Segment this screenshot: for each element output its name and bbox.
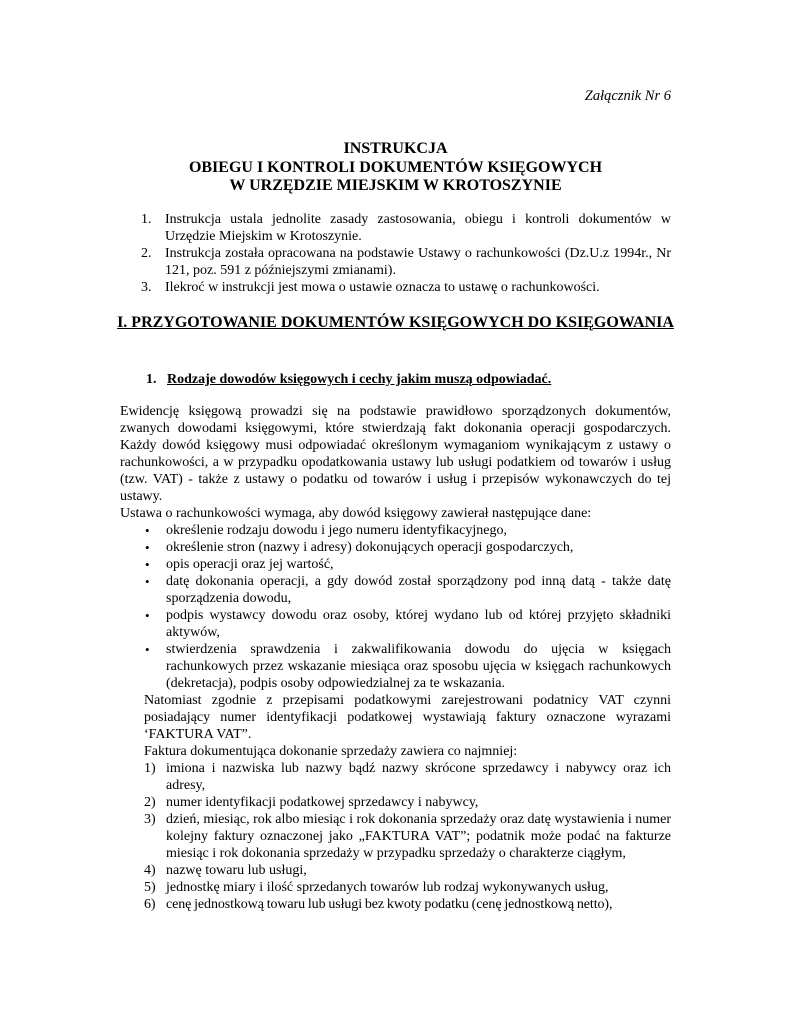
intro-item-number: 3. <box>141 280 152 295</box>
numbered-item <box>144 760 671 794</box>
paragraph: Faktura dokumentująca dokonanie sprzedaży zawiera co najmniej: <box>144 744 518 759</box>
intro-item-number: 2. <box>141 246 152 261</box>
intro-item-number: 1. <box>141 212 152 227</box>
bullet-item <box>144 607 671 641</box>
numbered-item <box>144 862 671 879</box>
numbered-item-text: jednostkę miary i ilość sprzedanych towarów lub rodzaj wykonywanych usług, <box>166 880 609 895</box>
bullet-icon: • <box>145 557 150 572</box>
bullet-list <box>120 522 671 692</box>
intro-item-text: Instrukcja została opracowana na podstawie Ustawy o rachunkowości (Dz.U.z 1994r., Nr 121, poz. 591 z późniejszymi zmianami). <box>165 246 671 278</box>
numbered-item-text: dzień, miesiąc, rok albo miesiąc i rok dokonania sprzedaży oraz datę wystawienia i numer kolejny faktury oznaczonej jako „FAKTURA VAT”; podatnik może podać na fakturze miesiąc i rok dokonania sprzedaży w przypadku sprzedaży o charakterze ciągłym, <box>166 812 671 861</box>
bullet-text: określenie stron (nazwy i adresy) dokonujących operacji gospodarczych, <box>166 540 574 555</box>
bullet-text: datę dokonania operacji, a gdy dowód został sporządzony pod inną datą - także datę sporządzenia dowodu, <box>166 574 671 606</box>
intro-item-text: Instrukcja ustala jednolite zasady zastosowania, obiegu i kontroli dokumentów w Urzędzie Miejskim w Krotoszynie. <box>165 212 671 244</box>
numbered-item-text: nazwę towaru lub usługi, <box>166 863 307 878</box>
numbered-item-number: 6) <box>144 897 156 912</box>
subsection-number: 1. <box>146 372 157 387</box>
numbered-item-text: imiona i nazwiska lub nazwy bądź nazwy skrócone sprzedawcy i nabywcy oraz ich adresy, <box>166 761 671 793</box>
numbered-item-number: 3) <box>144 812 156 827</box>
numbered-item <box>144 794 671 811</box>
document-body <box>120 403 671 913</box>
bullet-item <box>144 641 671 692</box>
numbered-item-number: 4) <box>144 863 156 878</box>
bullet-text: stwierdzenia sprawdzenia i zakwalifikowania dowodu do ujęcia w księgach rachunkowych przez wskazanie miesiąca oraz sposobu ujęcia w księgach rachunkowych (dekretacja), podpis osoby odpowiedzialnej za te wskazania. <box>166 642 671 691</box>
bullet-icon: • <box>145 574 150 589</box>
numbered-item <box>144 879 671 896</box>
numbered-item-number: 2) <box>144 795 156 810</box>
section-heading: I. PRZYGOTOWANIE DOKUMENTÓW KSIĘGOWYCH DO KSIĘGOWANIA <box>117 314 674 331</box>
subsection-text: Rodzaje dowodów księgowych i cechy jakim muszą odpowiadać. <box>167 372 552 387</box>
numbered-item-number: 1) <box>144 761 156 776</box>
bullet-icon: • <box>145 608 150 623</box>
numbered-item <box>144 811 671 862</box>
numbered-item <box>144 896 671 913</box>
bullet-text: określenie rodzaju dowodu i jego numeru identyfikacyjnego, <box>166 523 507 538</box>
title-line: W URZĘDZIE MIEJSKIM W KROTOSZYNIE <box>229 177 562 194</box>
paragraph: Ustawa o rachunkowości wymaga, aby dowód księgowy zawierał następujące dane: <box>120 506 592 521</box>
intro-item-text: Ilekroć w instrukcji jest mowa o ustawie oznacza to ustawę o rachunkowości. <box>165 280 600 295</box>
numbered-item-text: numer identyfikacji podatkowej sprzedawcy i nabywcy, <box>166 795 479 810</box>
numbered-item-text: cenę jednostkową towaru lub usługi bez kwoty podatku (cenę jednostkową netto), <box>166 897 613 912</box>
paragraph: Natomiast zgodnie z przepisami podatkowymi zarejestrowani podatnicy VAT czynni posiadający numer identyfikacji podatkowej wystawiają faktury oznaczone wyrazami ‘FAKTURA VAT”. <box>144 693 671 742</box>
bullet-text: opis operacji oraz jej wartość, <box>166 557 334 572</box>
annex-label: Załącznik Nr 6 <box>584 88 671 104</box>
bullet-item <box>144 539 671 556</box>
intro-item <box>141 245 671 279</box>
bullet-icon: • <box>145 642 150 657</box>
bullet-item <box>144 556 671 573</box>
numbered-list <box>120 760 671 913</box>
paragraph: Ewidencję księgową prowadzi się na podstawie prawidłowo sporządzonych dokumentów, zwanych dowodami księgowymi, które stwierdzają fakt dokonania operacji gospodarczych. Każdy dowód księgowy musi odpowiadać określonym wymaganiom wynikającym z ustawy o rachunkowości, a w przypadku opodatkowania ustawy lub usługi podatkiem od towarów i usług (tzw. VAT) - także z ustawy o podatku od towarów i usług i przepisów wykonawczych do tej ustawy. <box>120 404 671 504</box>
intro-list <box>141 211 671 296</box>
bullet-icon: • <box>145 540 150 555</box>
bullet-icon: • <box>145 523 150 538</box>
subsection-heading <box>146 371 551 388</box>
numbered-item-number: 5) <box>144 880 156 895</box>
bullet-item <box>144 573 671 607</box>
title-line: INSTRUKCJA <box>343 140 448 157</box>
intro-item <box>141 211 671 245</box>
bullet-item <box>144 522 671 539</box>
title-line: OBIEGU I KONTROLI DOKUMENTÓW KSIĘGOWYCH <box>188 158 603 176</box>
bullet-text: podpis wystawcy dowodu oraz osoby, której wydano lub od której przyjęto składniki aktywów, <box>166 608 671 640</box>
document-title <box>0 140 791 196</box>
intro-item <box>141 279 671 296</box>
